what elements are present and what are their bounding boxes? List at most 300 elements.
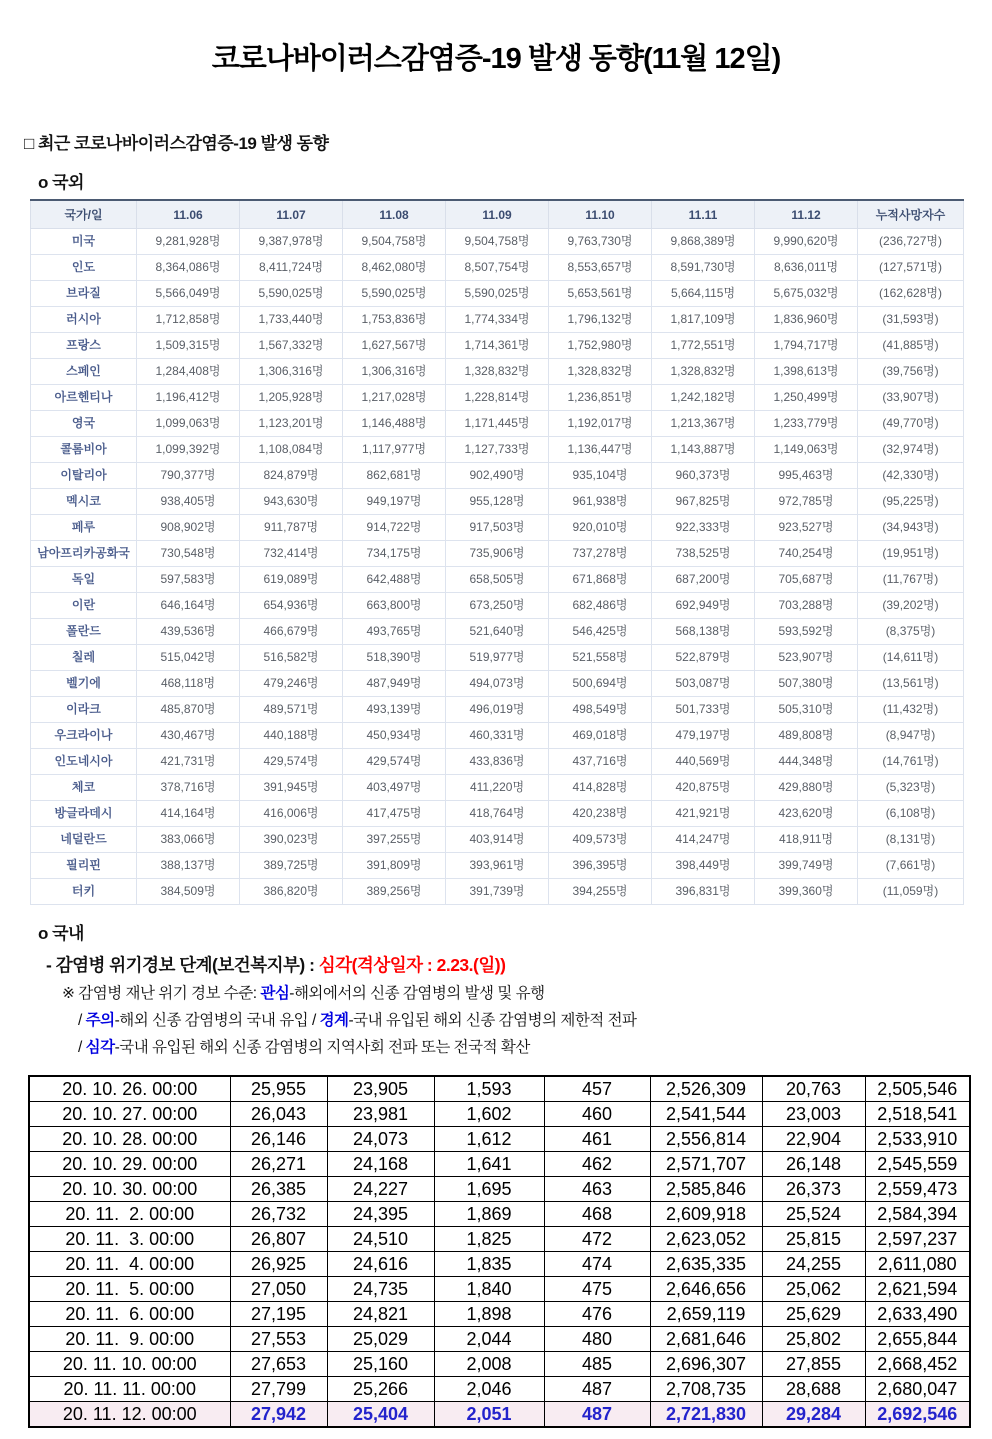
- daily-count-cell: 5,590,025명: [343, 281, 446, 307]
- daily-count-cell: 960,373명: [652, 463, 755, 489]
- stat-cell: 26,373: [762, 1177, 865, 1202]
- stat-cell: 2,721,830: [650, 1402, 762, 1428]
- table-row: [31, 359, 964, 385]
- stat-cell: 25,815: [762, 1227, 865, 1252]
- daily-count-cell: 646,164명: [137, 593, 240, 619]
- table-row: [31, 281, 964, 307]
- stat-cell: 1,641: [434, 1152, 544, 1177]
- daily-count-cell: 1,127,733명: [446, 437, 549, 463]
- daily-count-cell: 654,936명: [240, 593, 343, 619]
- text-segment: 심각: [85, 1039, 115, 1056]
- daily-count-cell: 8,591,730명: [652, 255, 755, 281]
- table-row: [29, 1227, 970, 1252]
- country-cell: 미국: [31, 229, 137, 255]
- table-row: [29, 1302, 970, 1327]
- daily-count-cell: 397,255명: [343, 827, 446, 853]
- daily-count-cell: 1,099,063명: [137, 411, 240, 437]
- daily-count-cell: 423,620명: [755, 801, 858, 827]
- country-cell: 멕시코: [31, 489, 137, 515]
- column-header: 누적사망자수: [858, 200, 964, 229]
- stat-cell: 2,556,814: [650, 1127, 762, 1152]
- stat-cell: 2,635,335: [650, 1252, 762, 1277]
- table-row-latest: [29, 1402, 970, 1428]
- daily-count-cell: 403,914명: [446, 827, 549, 853]
- country-cell: 아르헨티나: [31, 385, 137, 411]
- stat-cell: 2,584,394: [865, 1202, 970, 1227]
- country-cell: 이란: [31, 593, 137, 619]
- stat-cell: 462: [544, 1152, 650, 1177]
- country-cell: 러시아: [31, 307, 137, 333]
- text-segment: 경계: [319, 1012, 349, 1029]
- country-cell: 터키: [31, 879, 137, 905]
- daily-count-cell: 935,104명: [549, 463, 652, 489]
- daily-count-cell: 460,331명: [446, 723, 549, 749]
- stat-cell: 1,840: [434, 1277, 544, 1302]
- stat-cell: 2,597,237: [865, 1227, 970, 1252]
- date-cell: 20. 11. 11. 00:00: [29, 1377, 230, 1402]
- document-page: [0, 36, 992, 1428]
- daily-count-cell: 1,306,316명: [240, 359, 343, 385]
- daily-count-cell: 938,405명: [137, 489, 240, 515]
- table-row: [31, 307, 964, 333]
- daily-count-cell: 501,733명: [652, 697, 755, 723]
- daily-count-cell: 568,138명: [652, 619, 755, 645]
- daily-count-cell: 8,411,724명: [240, 255, 343, 281]
- alert-note-line-2: [78, 1007, 992, 1034]
- stat-cell: 1,869: [434, 1202, 544, 1227]
- daily-count-cell: 1,236,851명: [549, 385, 652, 411]
- daily-count-cell: 440,569명: [652, 749, 755, 775]
- daily-count-cell: 429,880명: [755, 775, 858, 801]
- cumulative-deaths-cell: (19,951명): [858, 541, 964, 567]
- stat-cell: 468: [544, 1202, 650, 1227]
- daily-count-cell: 489,808명: [755, 723, 858, 749]
- daily-count-cell: 658,505명: [446, 567, 549, 593]
- cumulative-deaths-cell: (13,561명): [858, 671, 964, 697]
- country-cell: 우크라이나: [31, 723, 137, 749]
- daily-count-cell: 824,879명: [240, 463, 343, 489]
- date-cell: 20. 10. 26. 00:00: [29, 1076, 230, 1102]
- daily-count-cell: 735,906명: [446, 541, 549, 567]
- cumulative-deaths-cell: (6,108명): [858, 801, 964, 827]
- daily-count-cell: 418,764명: [446, 801, 549, 827]
- section-heading-overseas: o 국외: [38, 173, 84, 192]
- daily-count-cell: 5,590,025명: [240, 281, 343, 307]
- stat-cell: 460: [544, 1102, 650, 1127]
- daily-count-cell: 522,879명: [652, 645, 755, 671]
- stat-cell: 2,518,541: [865, 1102, 970, 1127]
- stat-cell: 485: [544, 1352, 650, 1377]
- table-row: [31, 749, 964, 775]
- stat-cell: 1,695: [434, 1177, 544, 1202]
- stat-cell: 22,904: [762, 1127, 865, 1152]
- daily-count-cell: 1,233,779명: [755, 411, 858, 437]
- daily-count-cell: 394,255명: [549, 879, 652, 905]
- daily-count-cell: 1,714,361명: [446, 333, 549, 359]
- cumulative-deaths-cell: (39,202명): [858, 593, 964, 619]
- daily-count-cell: 1,794,717명: [755, 333, 858, 359]
- table-row: [29, 1352, 970, 1377]
- stat-cell: 487: [544, 1402, 650, 1428]
- stat-cell: 23,905: [327, 1076, 434, 1102]
- cumulative-deaths-cell: (49,770명): [858, 411, 964, 437]
- daily-count-cell: 8,364,086명: [137, 255, 240, 281]
- stat-cell: 2,621,594: [865, 1277, 970, 1302]
- daily-count-cell: 8,507,754명: [446, 255, 549, 281]
- cumulative-deaths-cell: (42,330명): [858, 463, 964, 489]
- stat-cell: 2,505,546: [865, 1076, 970, 1102]
- daily-count-cell: 734,175명: [343, 541, 446, 567]
- table-row: [31, 567, 964, 593]
- daily-count-cell: 8,636,011명: [755, 255, 858, 281]
- column-header: 11.07: [240, 200, 343, 229]
- text-segment: -해외 신종 감염병의 국내 유입 /: [114, 1012, 320, 1029]
- table-row: [31, 541, 964, 567]
- stat-cell: 2,708,735: [650, 1377, 762, 1402]
- section-heading-domestic: o 국내: [38, 924, 84, 943]
- cumulative-deaths-cell: (32,974명): [858, 437, 964, 463]
- stat-cell: 29,284: [762, 1402, 865, 1428]
- stat-cell: 2,051: [434, 1402, 544, 1428]
- cumulative-deaths-cell: (127,571명): [858, 255, 964, 281]
- stat-cell: 24,821: [327, 1302, 434, 1327]
- daily-count-cell: 922,333명: [652, 515, 755, 541]
- stat-cell: 27,942: [230, 1402, 327, 1428]
- table-row: [31, 463, 964, 489]
- daily-count-cell: 519,977명: [446, 645, 549, 671]
- stat-cell: 2,585,846: [650, 1177, 762, 1202]
- table-row: [31, 333, 964, 359]
- cumulative-deaths-cell: (162,628명): [858, 281, 964, 307]
- daily-count-cell: 5,664,115명: [652, 281, 755, 307]
- daily-count-cell: 433,836명: [446, 749, 549, 775]
- daily-count-cell: 518,390명: [343, 645, 446, 671]
- column-header: 11.06: [137, 200, 240, 229]
- daily-count-cell: 420,875명: [652, 775, 755, 801]
- daily-count-cell: 1,136,447명: [549, 437, 652, 463]
- daily-count-cell: 1,284,408명: [137, 359, 240, 385]
- stat-cell: 25,802: [762, 1327, 865, 1352]
- date-cell: 20. 10. 30. 00:00: [29, 1177, 230, 1202]
- country-cell: 필리핀: [31, 853, 137, 879]
- daily-count-cell: 9,281,928명: [137, 229, 240, 255]
- stat-cell: 2,696,307: [650, 1352, 762, 1377]
- daily-count-cell: 9,990,620명: [755, 229, 858, 255]
- daily-count-cell: 496,019명: [446, 697, 549, 723]
- table-row: [31, 853, 964, 879]
- daily-count-cell: 8,553,657명: [549, 255, 652, 281]
- stat-cell: 2,044: [434, 1327, 544, 1352]
- daily-count-cell: 403,497명: [343, 775, 446, 801]
- daily-count-cell: 1,328,832명: [652, 359, 755, 385]
- daily-count-cell: 9,763,730명: [549, 229, 652, 255]
- table-row: [29, 1102, 970, 1127]
- daily-count-cell: 414,247명: [652, 827, 755, 853]
- stat-cell: 26,146: [230, 1127, 327, 1152]
- daily-count-cell: 437,716명: [549, 749, 652, 775]
- stat-cell: 2,526,309: [650, 1076, 762, 1102]
- daily-count-cell: 1,509,315명: [137, 333, 240, 359]
- table-row: [29, 1177, 970, 1202]
- daily-count-cell: 414,828명: [549, 775, 652, 801]
- daily-count-cell: 503,087명: [652, 671, 755, 697]
- daily-count-cell: 546,425명: [549, 619, 652, 645]
- daily-count-cell: 671,868명: [549, 567, 652, 593]
- daily-count-cell: 383,066명: [137, 827, 240, 853]
- daily-count-cell: 663,800명: [343, 593, 446, 619]
- stat-cell: 1,593: [434, 1076, 544, 1102]
- daily-count-cell: 9,504,758명: [446, 229, 549, 255]
- daily-count-cell: 673,250명: [446, 593, 549, 619]
- table-row: [31, 697, 964, 723]
- daily-count-cell: 914,722명: [343, 515, 446, 541]
- daily-count-cell: 391,945명: [240, 775, 343, 801]
- date-cell: 20. 11. 3. 00:00: [29, 1227, 230, 1252]
- country-cell: 페루: [31, 515, 137, 541]
- stat-cell: 26,271: [230, 1152, 327, 1177]
- daily-count-cell: 740,254명: [755, 541, 858, 567]
- stat-cell: 28,688: [762, 1377, 865, 1402]
- stat-cell: 2,655,844: [865, 1327, 970, 1352]
- overseas-table-body: [31, 229, 964, 905]
- cumulative-deaths-cell: (14,761명): [858, 749, 964, 775]
- text-segment: ※ 감염병 재난 위기 경보 수준:: [62, 985, 261, 1002]
- daily-count-cell: 390,023명: [240, 827, 343, 853]
- daily-count-cell: 396,831명: [652, 879, 755, 905]
- daily-count-cell: 8,462,080명: [343, 255, 446, 281]
- stat-cell: 25,629: [762, 1302, 865, 1327]
- daily-count-cell: 521,640명: [446, 619, 549, 645]
- cumulative-deaths-cell: (5,323명): [858, 775, 964, 801]
- table-row: [31, 801, 964, 827]
- daily-count-cell: 391,809명: [343, 853, 446, 879]
- stat-cell: 25,266: [327, 1377, 434, 1402]
- daily-count-cell: 955,128명: [446, 489, 549, 515]
- stat-cell: 23,003: [762, 1102, 865, 1127]
- column-header: 11.12: [755, 200, 858, 229]
- stat-cell: 487: [544, 1377, 650, 1402]
- daily-count-cell: 1,217,028명: [343, 385, 446, 411]
- daily-count-cell: 1,772,551명: [652, 333, 755, 359]
- stat-cell: 2,668,452: [865, 1352, 970, 1377]
- stat-cell: 461: [544, 1127, 650, 1152]
- daily-count-cell: 5,566,049명: [137, 281, 240, 307]
- stat-cell: 475: [544, 1277, 650, 1302]
- table-row: [31, 723, 964, 749]
- daily-count-cell: 972,785명: [755, 489, 858, 515]
- daily-count-cell: 5,590,025명: [446, 281, 549, 307]
- column-header: 국가/일: [31, 200, 137, 229]
- daily-count-cell: 790,377명: [137, 463, 240, 489]
- daily-count-cell: 440,188명: [240, 723, 343, 749]
- column-header: 11.10: [549, 200, 652, 229]
- text-segment: -국내 유입된 해외 신종 감염병의 지역사회 전파 또는 전국적 확산: [114, 1039, 530, 1056]
- daily-count-cell: 507,380명: [755, 671, 858, 697]
- daily-count-cell: 388,137명: [137, 853, 240, 879]
- text-segment: - 감염병 위기경보 단계(보건복지부) :: [46, 955, 319, 975]
- daily-count-cell: 703,288명: [755, 593, 858, 619]
- daily-count-cell: 398,449명: [652, 853, 755, 879]
- daily-count-cell: 489,571명: [240, 697, 343, 723]
- alert-note-line-1: [62, 980, 992, 1007]
- daily-count-cell: 416,006명: [240, 801, 343, 827]
- daily-count-cell: 738,525명: [652, 541, 755, 567]
- daily-count-cell: 692,949명: [652, 593, 755, 619]
- column-header: 11.08: [343, 200, 446, 229]
- daily-count-cell: 521,558명: [549, 645, 652, 671]
- date-cell: 20. 11. 5. 00:00: [29, 1277, 230, 1302]
- daily-count-cell: 429,574명: [343, 749, 446, 775]
- daily-count-cell: 493,765명: [343, 619, 446, 645]
- table-row: [31, 489, 964, 515]
- daily-count-cell: 1,567,332명: [240, 333, 343, 359]
- country-cell: 인도: [31, 255, 137, 281]
- table-row: [29, 1152, 970, 1177]
- stat-cell: 2,692,546: [865, 1402, 970, 1428]
- alert-level-line: [46, 952, 992, 977]
- text-segment: -해외에서의 신종 감염병의 발생 및 유행: [289, 985, 545, 1002]
- cumulative-deaths-cell: (14,611명): [858, 645, 964, 671]
- stat-cell: 476: [544, 1302, 650, 1327]
- daily-count-cell: 515,042명: [137, 645, 240, 671]
- daily-count-cell: 1,108,084명: [240, 437, 343, 463]
- stat-cell: 24,227: [327, 1177, 434, 1202]
- stat-cell: 27,553: [230, 1327, 327, 1352]
- country-cell: 남아프리카공화국: [31, 541, 137, 567]
- daily-count-cell: 1,205,928명: [240, 385, 343, 411]
- stat-cell: 25,029: [327, 1327, 434, 1352]
- stat-cell: 2,559,473: [865, 1177, 970, 1202]
- daily-count-cell: 911,787명: [240, 515, 343, 541]
- daily-count-cell: 418,911명: [755, 827, 858, 853]
- stat-cell: 1,602: [434, 1102, 544, 1127]
- stat-cell: 24,255: [762, 1252, 865, 1277]
- stat-cell: 2,646,656: [650, 1277, 762, 1302]
- stat-cell: 25,955: [230, 1076, 327, 1102]
- stat-cell: 2,545,559: [865, 1152, 970, 1177]
- country-cell: 네덜란드: [31, 827, 137, 853]
- daily-count-cell: 961,938명: [549, 489, 652, 515]
- daily-count-cell: 1,836,960명: [755, 307, 858, 333]
- domestic-table-body: [29, 1076, 970, 1427]
- text-segment: -국내 유입된 해외 신종 감염병의 제한적 전파: [348, 1012, 637, 1029]
- stat-cell: 27,050: [230, 1277, 327, 1302]
- daily-count-cell: 1,149,063명: [755, 437, 858, 463]
- daily-count-cell: 923,527명: [755, 515, 858, 541]
- cumulative-deaths-cell: (34,943명): [858, 515, 964, 541]
- daily-count-cell: 1,733,440명: [240, 307, 343, 333]
- cumulative-deaths-cell: (11,767명): [858, 567, 964, 593]
- stat-cell: 26,043: [230, 1102, 327, 1127]
- stat-cell: 2,571,707: [650, 1152, 762, 1177]
- stat-cell: 1,612: [434, 1127, 544, 1152]
- table-row: [31, 255, 964, 281]
- stat-cell: 24,616: [327, 1252, 434, 1277]
- daily-count-cell: 862,681명: [343, 463, 446, 489]
- daily-count-cell: 1,143,887명: [652, 437, 755, 463]
- table-row: [29, 1327, 970, 1352]
- daily-count-cell: 450,934명: [343, 723, 446, 749]
- daily-count-cell: 967,825명: [652, 489, 755, 515]
- daily-count-cell: 687,200명: [652, 567, 755, 593]
- country-cell: 방글라데시: [31, 801, 137, 827]
- cumulative-deaths-cell: (7,661명): [858, 853, 964, 879]
- overseas-table-head: [31, 200, 964, 229]
- table-row: [31, 827, 964, 853]
- stat-cell: 24,073: [327, 1127, 434, 1152]
- daily-count-cell: 1,242,182명: [652, 385, 755, 411]
- daily-count-cell: 1,250,499명: [755, 385, 858, 411]
- daily-count-cell: 391,739명: [446, 879, 549, 905]
- stat-cell: 24,395: [327, 1202, 434, 1227]
- date-cell: 20. 10. 27. 00:00: [29, 1102, 230, 1127]
- daily-count-cell: 902,490명: [446, 463, 549, 489]
- daily-count-cell: 494,073명: [446, 671, 549, 697]
- daily-count-cell: 487,949명: [343, 671, 446, 697]
- daily-count-cell: 9,504,758명: [343, 229, 446, 255]
- daily-count-cell: 1,171,445명: [446, 411, 549, 437]
- table-row: [31, 671, 964, 697]
- daily-count-cell: 1,627,567명: [343, 333, 446, 359]
- daily-count-cell: 429,574명: [240, 749, 343, 775]
- daily-count-cell: 386,820명: [240, 879, 343, 905]
- column-header: 11.09: [446, 200, 549, 229]
- stat-cell: 1,898: [434, 1302, 544, 1327]
- stat-cell: 24,168: [327, 1152, 434, 1177]
- daily-count-cell: 414,164명: [137, 801, 240, 827]
- daily-count-cell: 597,583명: [137, 567, 240, 593]
- stat-cell: 26,807: [230, 1227, 327, 1252]
- date-cell: 20. 11. 9. 00:00: [29, 1327, 230, 1352]
- daily-count-cell: 682,486명: [549, 593, 652, 619]
- table-row: [29, 1377, 970, 1402]
- domestic-table: [28, 1075, 971, 1428]
- daily-count-cell: 485,870명: [137, 697, 240, 723]
- text-segment: 관심: [260, 985, 290, 1002]
- date-cell: 20. 10. 29. 00:00: [29, 1152, 230, 1177]
- daily-count-cell: 1,712,858명: [137, 307, 240, 333]
- table-row: [31, 879, 964, 905]
- country-cell: 벨기에: [31, 671, 137, 697]
- daily-count-cell: 1,752,980명: [549, 333, 652, 359]
- stat-cell: 2,659,119: [650, 1302, 762, 1327]
- daily-count-cell: 1,398,613명: [755, 359, 858, 385]
- daily-count-cell: 1,774,334명: [446, 307, 549, 333]
- daily-count-cell: 523,907명: [755, 645, 858, 671]
- country-cell: 영국: [31, 411, 137, 437]
- daily-count-cell: 705,687명: [755, 567, 858, 593]
- daily-count-cell: 417,475명: [343, 801, 446, 827]
- table-row: [31, 385, 964, 411]
- daily-count-cell: 439,536명: [137, 619, 240, 645]
- daily-count-cell: 505,310명: [755, 697, 858, 723]
- daily-count-cell: 1,117,977명: [343, 437, 446, 463]
- table-row: [31, 515, 964, 541]
- stat-cell: 2,633,490: [865, 1302, 970, 1327]
- stat-cell: 2,008: [434, 1352, 544, 1377]
- daily-count-cell: 737,278명: [549, 541, 652, 567]
- country-cell: 폴란드: [31, 619, 137, 645]
- daily-count-cell: 384,509명: [137, 879, 240, 905]
- daily-count-cell: 943,630명: [240, 489, 343, 515]
- stat-cell: 2,681,646: [650, 1327, 762, 1352]
- daily-count-cell: 500,694명: [549, 671, 652, 697]
- daily-count-cell: 732,414명: [240, 541, 343, 567]
- daily-count-cell: 409,573명: [549, 827, 652, 853]
- page-title: 코로나바이러스감염증-19 발생 동향(11월 12일): [211, 43, 781, 75]
- date-cell: 20. 11. 2. 00:00: [29, 1202, 230, 1227]
- stat-cell: 27,855: [762, 1352, 865, 1377]
